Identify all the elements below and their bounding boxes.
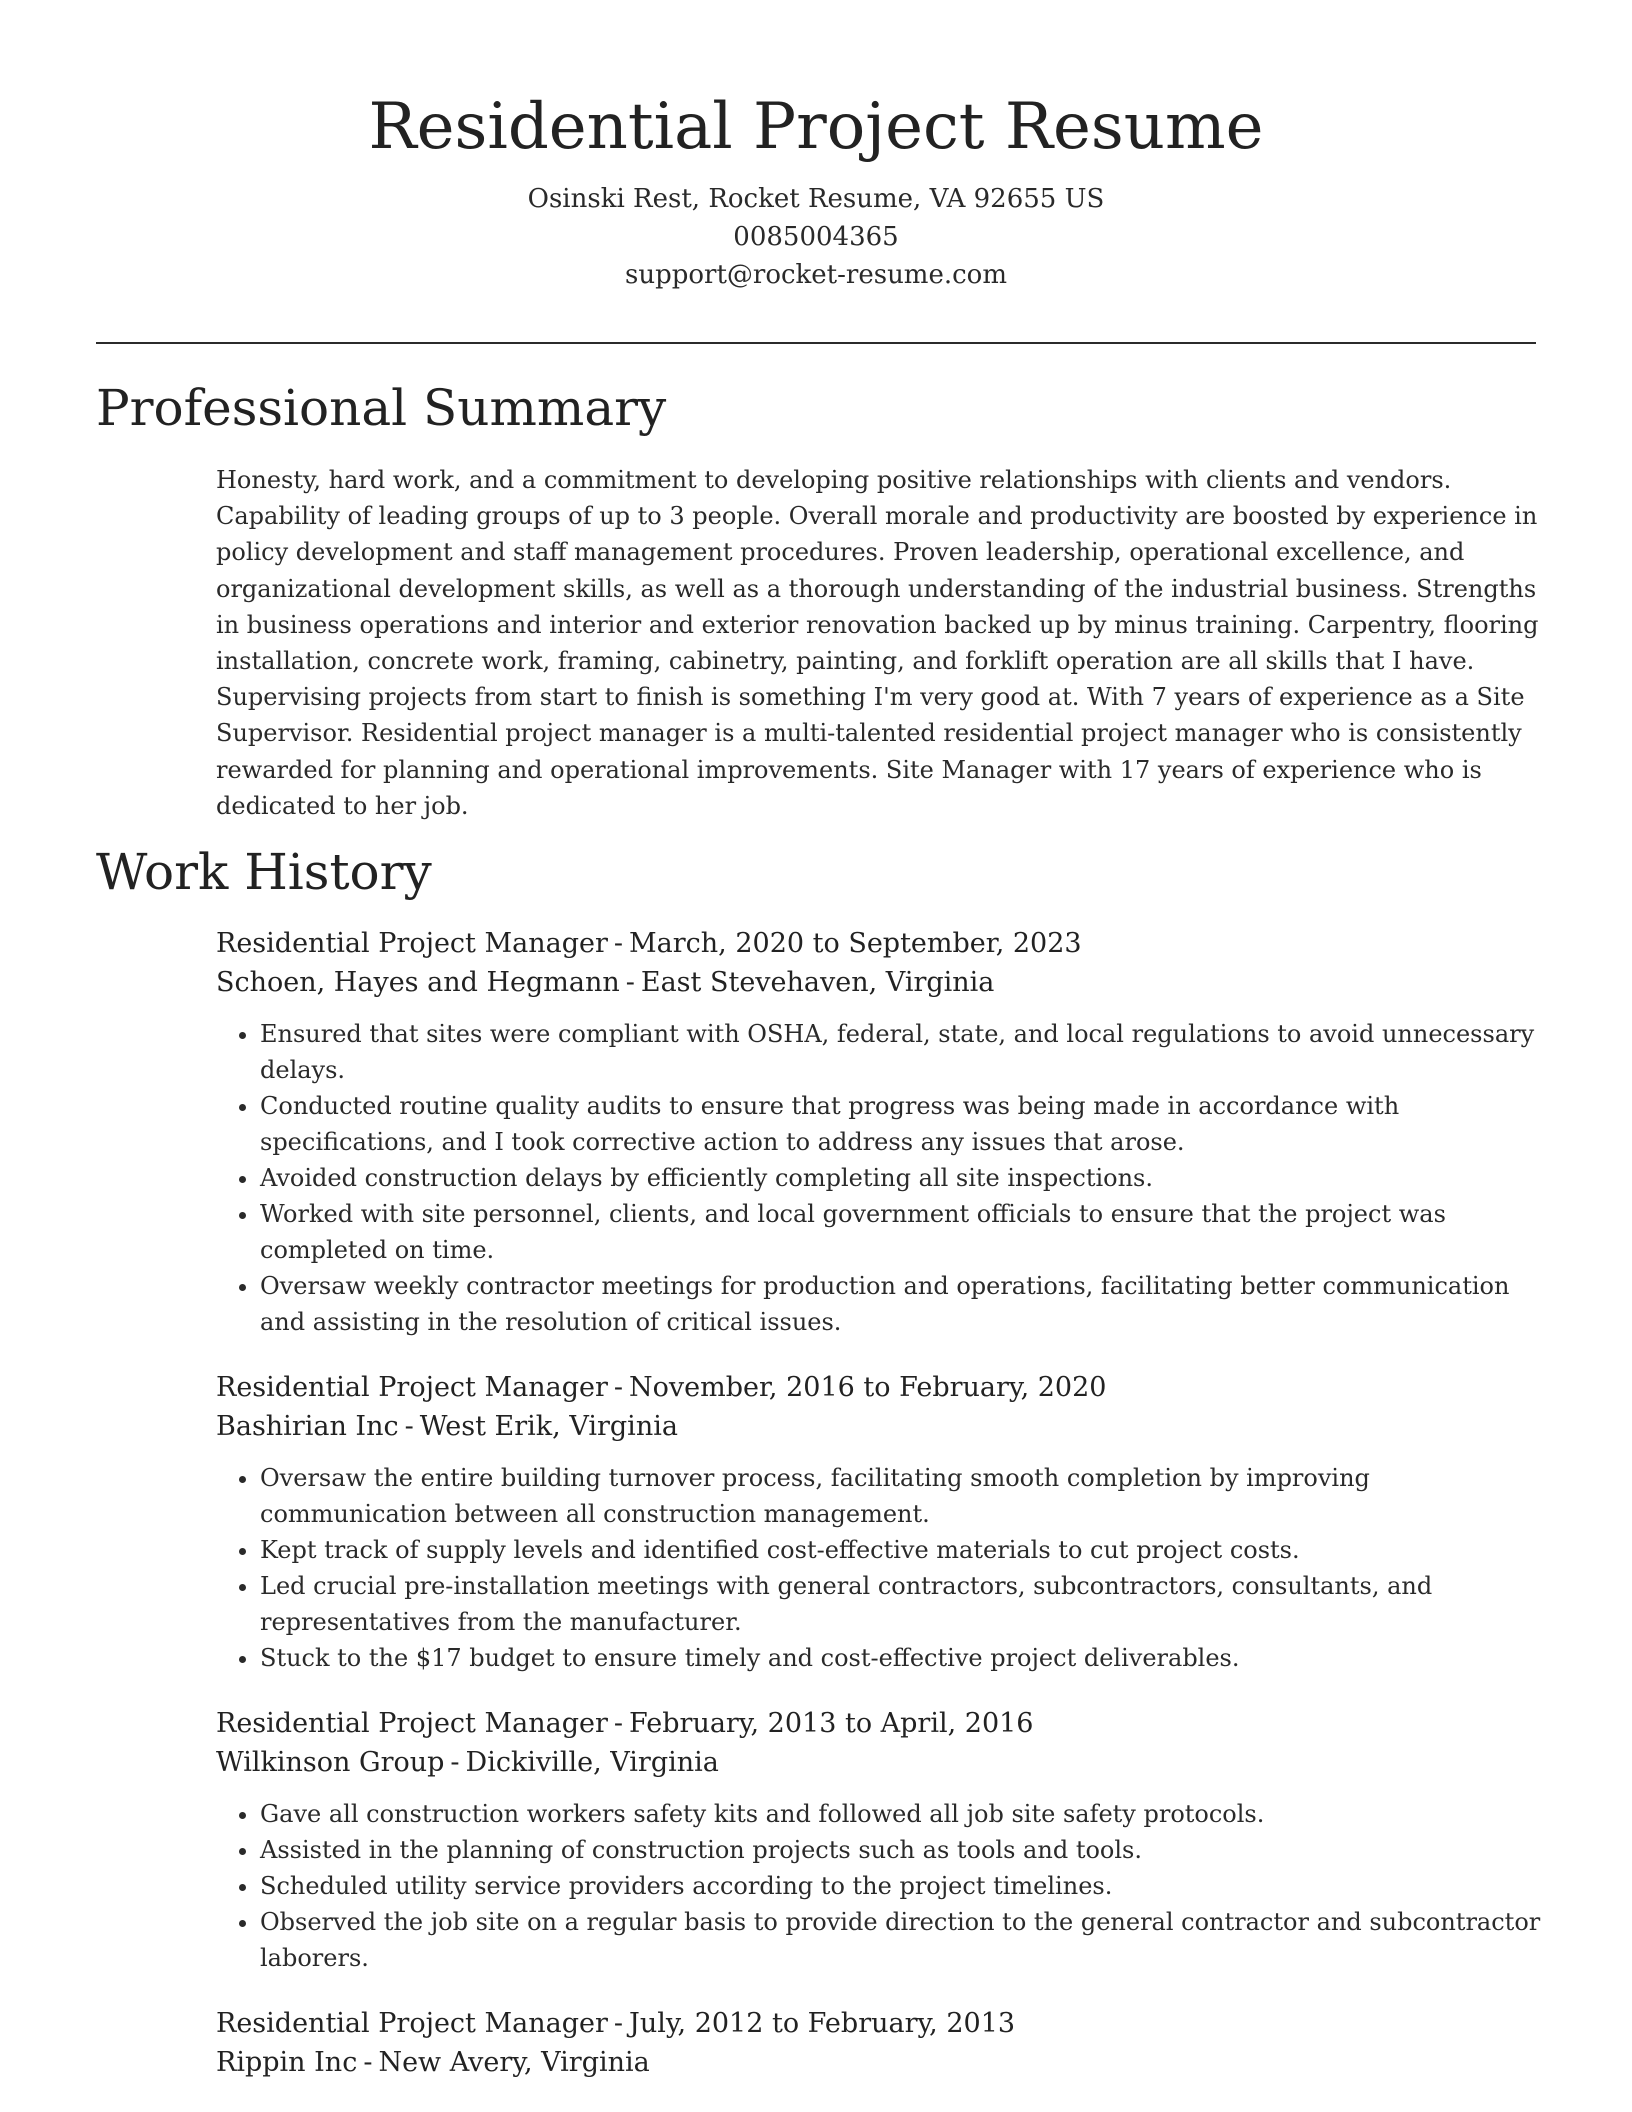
- job-title-line: [216, 1704, 1542, 1743]
- job-title: Residential Project Manager: [216, 928, 608, 959]
- job-bullet: • Ensured that sites were compliant with OSHA, federal, state, and local regulations to avoid unnecessary delays.: [260, 1016, 1542, 1088]
- header-divider: [96, 342, 1536, 344]
- contact-address: Osinski Rest, Rocket Resume, VA 92655 US: [527, 184, 1105, 214]
- job-bullet: • Observed the job site on a regular basis to provide direction to the general contractor and subcontractor laborers.: [260, 1904, 1542, 1976]
- job-separator: -: [613, 2008, 624, 2039]
- job-dates: February, 2013 to April, 2016: [629, 1708, 1034, 1739]
- job-bullet: • Assisted in the planning of construction projects such as tools and tools.: [260, 1832, 1542, 1868]
- job-bullet: • Gave all construction workers safety kits and followed all job site safety protocols.: [260, 1796, 1542, 1832]
- job-title-line: [216, 1368, 1542, 1407]
- job-company: Bashirian Inc: [216, 1411, 399, 1442]
- work-history-list: [216, 924, 1542, 2110]
- job-bullets: [216, 1460, 1542, 1676]
- contact-block: [0, 180, 1632, 294]
- job-company-line: [216, 963, 1542, 1002]
- job-title-line: [216, 924, 1542, 963]
- job-location: West Erik, Virginia: [419, 1411, 678, 1442]
- job-entry: [216, 1368, 1542, 1676]
- work-history-heading: Work History: [96, 843, 432, 901]
- job-separator: -: [613, 1708, 624, 1739]
- contact-phone: 0085004365: [733, 222, 899, 252]
- job-bullet: • Kept track of supply levels and identified cost-effective materials to cut project costs.: [260, 1532, 1542, 1568]
- job-bullet: • Conducted routine quality audits to ensure that progress was being made in accordance with specifications, and I took corrective action to address any issues that arose.: [260, 1088, 1542, 1160]
- job-bullet: • Oversaw the entire building turnover process, facilitating smooth completion by improving communication between all construction management.: [260, 1460, 1542, 1532]
- job-bullet: • Stuck to the $17 budget to ensure timely and cost-effective project deliverables.: [260, 1640, 1542, 1676]
- contact-email: support@rocket-resume.com: [624, 260, 1007, 290]
- job-bullets: [216, 1796, 1542, 1976]
- job-separator: -: [450, 1747, 460, 1778]
- job-title: Residential Project Manager: [216, 1372, 608, 1403]
- summary-text: Honesty, hard work, and a commitment to developing positive relationships with clients and vendors. Capability of leading groups of up to 3 people. Overall morale and productivity are boosted by experience in policy development and staff management procedures. Proven leadership, operational excellence, and organizational development skills, as well as a thorough understanding of the industrial business. Strengths in business operations and interior and exterior renovation backed up by minus training. Carpentry, flooring installation, concrete work, framing, cabinetry, painting, and forklift operation are all skills that I have. Supervising projects from start to finish is something I'm very good at. With 7 years of experience as a Site Supervisor. Residential project manager is a multi-talented residential project manager who is consistently rewarded for planning and operational improvements. Site Manager with 17 years of experience who is dedicated to her job.: [216, 466, 1539, 820]
- job-location: New Avery, Virginia: [378, 2047, 650, 2078]
- job-company: Schoen, Hayes and Hegmann: [216, 967, 620, 998]
- job-company: Rippin Inc: [216, 2047, 358, 2078]
- job-bullet: • Avoided construction delays by efficiently completing all site inspections.: [260, 1160, 1542, 1196]
- job-entry: [216, 924, 1542, 1340]
- job-separator: -: [613, 1372, 624, 1403]
- summary-heading: Professional Summary: [96, 379, 667, 437]
- job-location: East Stevehaven, Virginia: [640, 967, 995, 998]
- job-bullet: • Scheduled utility service providers according to the project timelines.: [260, 1868, 1542, 1904]
- job-title: Residential Project Manager: [216, 2008, 608, 2039]
- job-dates: November, 2016 to February, 2020: [629, 1372, 1107, 1403]
- job-bullet: • Oversaw weekly contractor meetings for production and operations, facilitating better communication and assisting in the resolution of critical issues.: [260, 1268, 1542, 1340]
- job-bullets: [216, 1016, 1542, 1340]
- resume-header: [0, 0, 1632, 294]
- job-separator: -: [625, 967, 635, 998]
- job-company: Wilkinson Group: [216, 1747, 445, 1778]
- job-entry: [216, 2004, 1542, 2082]
- job-location: Dickiville, Virginia: [465, 1747, 719, 1778]
- job-title-line: [216, 2004, 1542, 2043]
- resume-title: Residential Project Resume: [368, 90, 1264, 164]
- job-dates: July, 2012 to February, 2013: [629, 2008, 1016, 2039]
- job-company-line: [216, 2043, 1542, 2082]
- job-bullet: • Led crucial pre-installation meetings with general contractors, subcontractors, consultants, and representatives from the manufacturer.: [260, 1568, 1542, 1640]
- job-separator: -: [363, 2047, 373, 2078]
- job-dates: March, 2020 to September, 2023: [629, 928, 1082, 959]
- job-title: Residential Project Manager: [216, 1708, 608, 1739]
- job-separator: -: [613, 928, 624, 959]
- job-separator: -: [404, 1411, 414, 1442]
- job-bullet: • Worked with site personnel, clients, and local government officials to ensure that the project was completed on time.: [260, 1196, 1542, 1268]
- job-company-line: [216, 1407, 1542, 1446]
- job-company-line: [216, 1743, 1542, 1782]
- job-entry: [216, 1704, 1542, 1976]
